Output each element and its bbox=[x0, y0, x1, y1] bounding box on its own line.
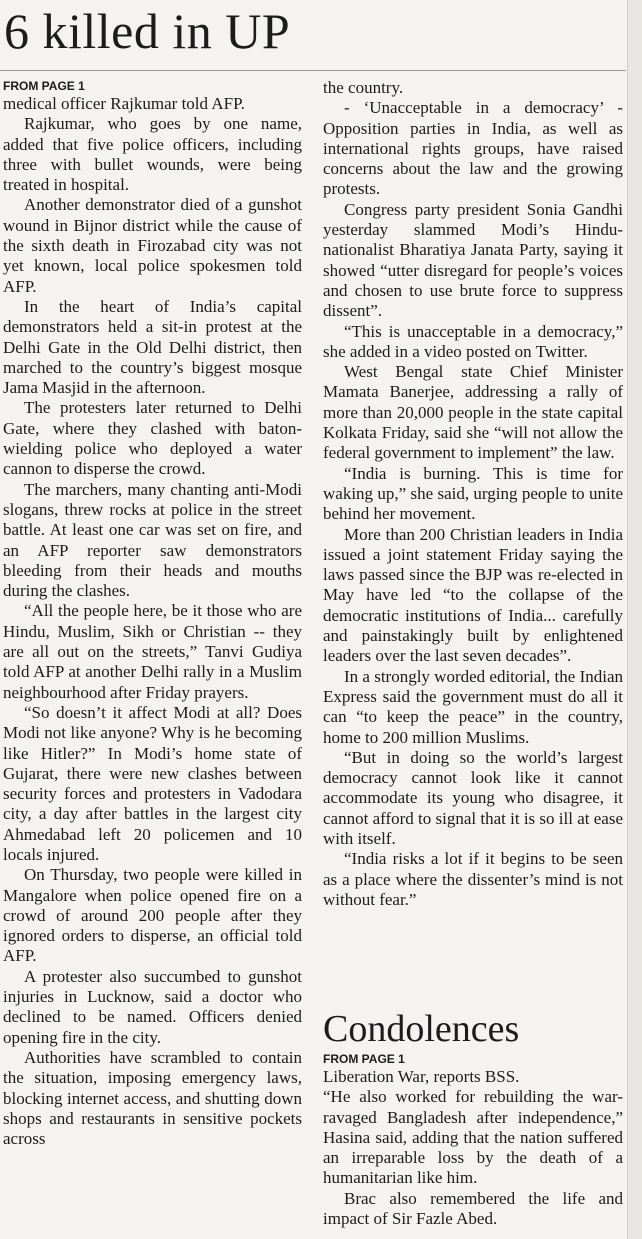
paragraph: More than 200 Christian leaders in India issued a joint statement Friday saying the laws passed since the BJP was re-elected in May have led “to the collapse of the democratic institutions of India... carefully and painstakingly built by enlightened leaders over the last seven decades”. bbox=[323, 524, 623, 666]
paragraph: The marchers, many chanting anti-Modi slogans, threw rocks at police in the street battle. At least one car was set on fire, and an AFP reporter saw demonstrators bleeding from their heads and mouths during the clashes. bbox=[3, 479, 302, 601]
paragraph: “He also worked for rebuilding the war-ravaged Bangladesh after independence,” Hasina said, adding that the nation suffered an irreparable loss by the death of a humanitarian like him. bbox=[323, 1087, 623, 1188]
from-page-kicker: FROM PAGE 1 bbox=[3, 79, 85, 93]
paragraph: “India risks a lot if it begins to be seen as a place where the dissenter’s mind is not without fear.” bbox=[323, 849, 623, 909]
condolences-headline: Condolences bbox=[323, 1008, 520, 1050]
paragraph: Congress party president Sonia Gandhi yesterday slammed Modi’s Hindu-nationalist Bharatiya Janata Party, saying it showed “utter disregard for people’s voices and chosen to use brute force to suppress dissent”. bbox=[323, 199, 623, 321]
paragraph: medical officer Rajkumar told AFP. bbox=[3, 94, 245, 113]
paragraph: Brac also remembered the life and impact of Sir Fazle Abed. bbox=[323, 1188, 623, 1229]
paragraph: “But in doing so the world’s largest democracy cannot look like it cannot accommodate its young who disagree, it cannot afford to signal that it is so ill at ease with itself. bbox=[323, 747, 623, 848]
paragraph: In the heart of India’s capital demonstrators held a sit-in protest at the Delhi Gate in the Old Delhi district, then marched to the country’s biggest mosque Jama Masjid in the afternoon. bbox=[3, 296, 302, 398]
paragraph: “This is unacceptable in a democracy,” she added in a video posted on Twitter. bbox=[323, 321, 623, 361]
headline-rule bbox=[0, 70, 626, 71]
condolences-story bbox=[323, 1007, 623, 1239]
paragraph: “India is burning. This is time for waking up,” she said, urging people to unite behind her movement. bbox=[323, 463, 623, 524]
story-column-2 bbox=[323, 78, 623, 981]
paragraph: The protesters later returned to Delhi Gate, where they clashed with baton-wielding police who deployed a water cannon to disperse the crowd. bbox=[3, 398, 302, 479]
paragraph: “All the people here, be it those who are Hindu, Muslim, Sikh or Christian -- they are all out on the streets,” Tanvi Gudiya told AFP at another Delhi rally in a Muslim neighbourhood after Friday prayers. bbox=[3, 601, 302, 702]
paragraph: - ‘Unacceptable in a democracy’ - Opposition parties in India, as well as international rights groups, have raised concerns about the law and the growing protests. bbox=[323, 98, 623, 199]
page-headline: 6 killed in UP bbox=[4, 3, 291, 59]
paragraph: “So doesn’t it affect Modi at all? Does Modi not like anyone? Why is he becoming like Hitler?” In Modi’s home state of Gujarat, there were new clashes between security forces and protesters in Vadodara city, a day after battles in the largest city Ahmedabad left 20 policemen and 10 locals injured. bbox=[3, 702, 302, 864]
paragraph: Liberation War, reports BSS. bbox=[323, 1067, 520, 1086]
story-column-1 bbox=[3, 78, 302, 1239]
page-edge bbox=[627, 0, 642, 1239]
paragraph: Rajkumar, who goes by one name, added that five police officers, including three with bullet wounds, were being treated in hospital. bbox=[3, 114, 302, 195]
paragraph: Another demonstrator died of a gunshot wound in Bijnor district while the cause of the sixth death in Firozabad city was not yet known, local police spokesmen told AFP. bbox=[3, 195, 302, 296]
paragraph: the country. bbox=[323, 78, 404, 97]
paragraph: A protester also succumbed to gunshot injuries in Lucknow, said a doctor who declined to be named. Officers denied opening fire in the city. bbox=[3, 966, 302, 1047]
paragraph: On Thursday, two people were killed in Mangalore when police opened fire on a crowd of around 200 people after they ignored orders to disperse, an official told AFP. bbox=[3, 865, 302, 966]
paragraph: West Bengal state Chief Minister Mamata Banerjee, addressing a rally of more than 20,000 people in the state capital Kolkata Friday, said she “will not allow the federal government to implement” the law. bbox=[323, 362, 623, 463]
paragraph: Authorities have scrambled to contain the situation, imposing emergency laws, blocking internet access, and shutting down shops and restaurants in sensitive pockets across bbox=[3, 1047, 302, 1149]
from-page-kicker: FROM PAGE 1 bbox=[323, 1052, 405, 1066]
paragraph: In a strongly worded editorial, the Indian Express said the government must do all it can “to keep the peace” in the country, home to 200 million Muslims. bbox=[323, 666, 623, 747]
